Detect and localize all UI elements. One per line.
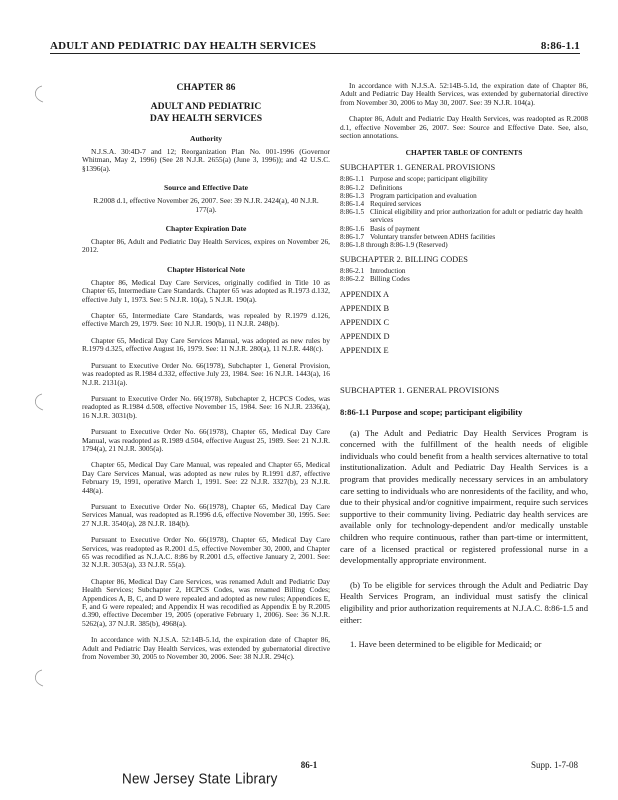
toc-entry-number: 8:86-1.6 <box>340 224 365 233</box>
toc-entry-number: 8:86-1.4 <box>340 200 365 209</box>
source-heading: Source and Effective Date <box>163 183 248 193</box>
toc-entry-title: Program participation and evaluation <box>370 191 477 200</box>
history-heading: Chapter Historical Note <box>167 264 245 274</box>
toc-entry[interactable] <box>340 200 588 208</box>
history-paragraph: Pursuant to Executive Order No. 66(1978), Subchapter 1, General Provision, was readopted as R.1984 d.332, effective July 23, 1984. See: 16 N.J.R. 1443(a), 16 N.J.R. 2131(a). <box>82 360 330 387</box>
toc-appendix[interactable]: APPENDIX E <box>340 345 389 355</box>
left-column <box>82 82 330 669</box>
toc-entry[interactable] <box>340 233 588 241</box>
expiration-heading: Chapter Expiration Date <box>165 224 247 234</box>
history-paragraph: Pursuant to Executive Order No. 66(1978), Chapter 65, Medical Day Care Manual, was readopted as R.1989 d.504, effective August 25, 1989. See: 21 N.J.R. 1794(a), 21 N.J.R. 3005(a). <box>82 427 330 453</box>
toc-entry[interactable] <box>340 184 588 192</box>
toc-subchapter: SUBCHAPTER 1. GENERAL PROVISIONS <box>340 163 496 173</box>
toc-appendix[interactable]: APPENDIX D <box>340 331 390 341</box>
history-paragraph: Chapter 86, Medical Day Care Services, originally codified in Title 10 as Chapter 65, Intermediate Care Standards. Chapter 65 was adopted as R.1973 d.132, effective July 1, 1973. See: 5 N.J.R. 10(a), 5 N.J.R. 190(a). <box>82 277 330 304</box>
toc-entry-number: 8:86-1.7 <box>340 232 365 241</box>
toc-subchapter: SUBCHAPTER 2. BILLING CODES <box>340 255 468 265</box>
library-stamp: New Jersey State Library <box>122 770 278 787</box>
history-paragraph: Pursuant to Executive Order No. 66(1978), Subchapter 2, HCPCS Codes, was readopted as R.1984 d.508, effective November 15, 1984. See: 16 N.J.R. 2336(a), 16 N.J.R. 3031(b). <box>82 393 330 420</box>
toc-entry-title: Definitions <box>370 183 403 192</box>
chapter-title <box>82 101 330 125</box>
toc-entry-number: 8:86-2.2 <box>340 275 365 284</box>
punch-hole-mark <box>30 668 46 688</box>
history-paragraph: Chapter 86, Adult and Pediatric Day Health Services, was readopted as R.2008 d.1, effective November 26, 2007. See: Source and Effective Date. See, also, section annotations. <box>340 114 588 141</box>
source-text: R.2008 d.1, effective November 26, 2007. See: 39 N.J.R. 2424(a), 40 N.J.R. 177(a). <box>93 196 319 214</box>
toc-list <box>340 175 588 249</box>
chapter-label: CHAPTER 86 <box>176 82 236 93</box>
toc-entry[interactable] <box>340 275 588 283</box>
toc-entry-title: Billing Codes <box>370 275 410 284</box>
expiration-text: Chapter 86, Adult and Pediatric Day Health Services, expires on November 26, 2012. <box>82 237 330 255</box>
history-paragraph: Pursuant to Executive Order No. 66(1978), Chapter 65, Medical Day Care Services Manual, was readopted as R.1996 d.6, effective November 30, 1995. See: 27 N.J.R. 3540(a), 28 N.J.R. 184(b). <box>82 501 330 528</box>
authority-text: N.J.S.A. 30:4D-7 and 12; Reorganization Plan No. 001-1996 (Governor Whitman, May 2, 1996) (See 28 N.J.R. 2655(a) (June 3, 1996)); and 42 U.S.C. §1396(a). <box>82 147 330 173</box>
toc-entry-title: Introduction <box>370 267 406 276</box>
toc-appendix[interactable]: APPENDIX A <box>340 289 390 299</box>
toc-appendix[interactable]: APPENDIX C <box>340 317 390 327</box>
header-code: 8:86-1.1 <box>540 40 580 52</box>
toc-entry-number: 8:86-2.1 <box>340 267 365 276</box>
page-number: 86-1 <box>300 760 318 770</box>
toc-entry[interactable] <box>340 267 588 275</box>
header-rule <box>50 53 580 54</box>
running-header <box>50 36 580 52</box>
toc-entry[interactable] <box>340 225 588 233</box>
history-paragraph: Chapter 65, Intermediate Care Standards, was repealed by R.1979 d.126, effective March 29, 1979. See: 10 N.J.R. 190(b), 11 N.J.R. 248(b). <box>82 311 330 329</box>
history-paragraph: Pursuant to Executive Order No. 66(1978), Chapter 65, Medical Day Care Services, was readopted as R.2001 d.5, effective November 30, 2000, and Chapter 65 was recodified as N.J.A.C. 8:86 by R.2001 d.5, effective January 2, 2001. See: 32 N.J.R. 3053(a), 33 N.J.R. 55(a). <box>82 535 330 570</box>
toc-entry-title: Required services <box>370 200 422 209</box>
section-paragraph: (b) To be eligible for services through the Adult and Pediatric Day Health Services Program, an individual must satisfy the clinical eligibility and prior authorization requirements at N.J.A.C. 8:86-1.5 and either: <box>340 579 588 625</box>
section-heading: 8:86-1.1 Purpose and scope; participant eligibility <box>340 406 523 417</box>
toc-entry-title: Purpose and scope; participant eligibility <box>370 175 488 184</box>
toc-appendix[interactable]: APPENDIX B <box>340 303 390 313</box>
chapter-title-line: DAY HEALTH SERVICES <box>149 113 263 124</box>
supplement-date: Supp. 1-7-08 <box>531 760 578 770</box>
toc-entry-title: Basis of payment <box>370 224 420 233</box>
right-column <box>340 82 588 651</box>
history-paragraph: In accordance with N.J.S.A. 52:14B-5.1d, the expiration date of Chapter 86, Adult and Pediatric Day Health Services, was extended by gubernatorial directive from November 30, 2006 to May 30, 2007. See: 39 N.J.R. 104(a). <box>340 81 588 107</box>
punch-hole-mark <box>30 392 46 412</box>
chapter-title-line: ADULT AND PEDIATRIC <box>150 101 262 112</box>
toc-entry[interactable] <box>340 192 588 200</box>
punch-hole-mark <box>30 84 46 104</box>
toc-entry-title: Clinical eligibility and prior authorization for adult or pediatric day health services <box>370 208 583 225</box>
header-title: ADULT AND PEDIATRIC DAY HEALTH SERVICES <box>50 40 317 52</box>
body-subchapter-heading: SUBCHAPTER 1. GENERAL PROVISIONS <box>340 384 500 395</box>
toc-entry-number: 8:86-1.1 <box>340 175 365 184</box>
toc-entry-title: Voluntary transfer between ADHS facilities <box>370 232 496 241</box>
toc-entry-number: 8:86-1.5 <box>340 208 365 217</box>
toc-entry[interactable] <box>340 241 588 249</box>
history-paragraph: Chapter 65, Medical Day Care Services Manual, was adopted as new rules by R.1979 d.325, effective August 16, 1979. See: 11 N.J.R. 280(a), 11 N.J.R. 448(c). <box>82 335 330 354</box>
toc-entry-title: 8:86-1.8 through 8:86-1.9 (Reserved) <box>340 241 448 250</box>
history-paragraph: Chapter 86, Medical Day Care Services, was renamed Adult and Pediatric Day Health Services; Subchapter 2, HCPCS Codes, was renamed Billing Codes; Appendices A, B, C, and D were repealed and adopted as new rules; Appendices E, F, and G were repealed; and Appendix H was recodified as Appendix E by R.2005 d.390, effective December 19, 2005 (operative February 1, 2006). See: 36 N.J.R. 5262(a), 37 N.J.R. 385(b), 4968(a). <box>82 576 330 628</box>
toc-heading: CHAPTER TABLE OF CONTENTS <box>405 148 523 158</box>
toc-entry[interactable] <box>340 175 588 183</box>
section-list-item: 1. Have been determined to be eligible for Medicaid; or <box>350 639 542 650</box>
toc-entry-number: 8:86-1.3 <box>340 191 365 200</box>
toc-entry-number: 8:86-1.2 <box>340 183 365 192</box>
history-paragraph: In accordance with N.J.S.A. 52:14B-5.1d, the expiration date of Chapter 86, Adult and Pediatric Day Health Services, was extended by gubernatorial directive from November 30, 2005 to November 30, 2006. See: 38 N.J.R. 294(c). <box>82 635 330 662</box>
section-paragraph: (a) The Adult and Pediatric Day Health Services Program is concerned with the fulfillment of the health needs of eligible individuals who could benefit from a health services alternative to total institutionalization. Adult and Pediatric Day Health Services is a program that provides medically necessary services in an ambulatory care setting to individuals who are nonresidents of the facility, and who, due to their physical and/or cognitive impairment, require such services supportive to their community living. Pediatric day health services are available only for technology-dependent and/or medically unstable children who require continuous, rather than part-time or intermittent, care of a licensed practical or registered professional nurse in a developmentally appropriate environment. <box>340 427 588 566</box>
authority-heading: Authority <box>189 134 223 143</box>
toc-list <box>340 267 588 283</box>
toc-entry[interactable] <box>340 208 588 224</box>
history-paragraph: Chapter 65, Medical Day Care Manual, was repealed and Chapter 65, Medical Day Care Services Manual, was adopted as new rules by R.1991 d.87, effective February 19, 1991, operative March 1, 1991. See: 22 N.J.R. 3327(b), 23 N.J.R. 448(a). <box>82 460 330 495</box>
